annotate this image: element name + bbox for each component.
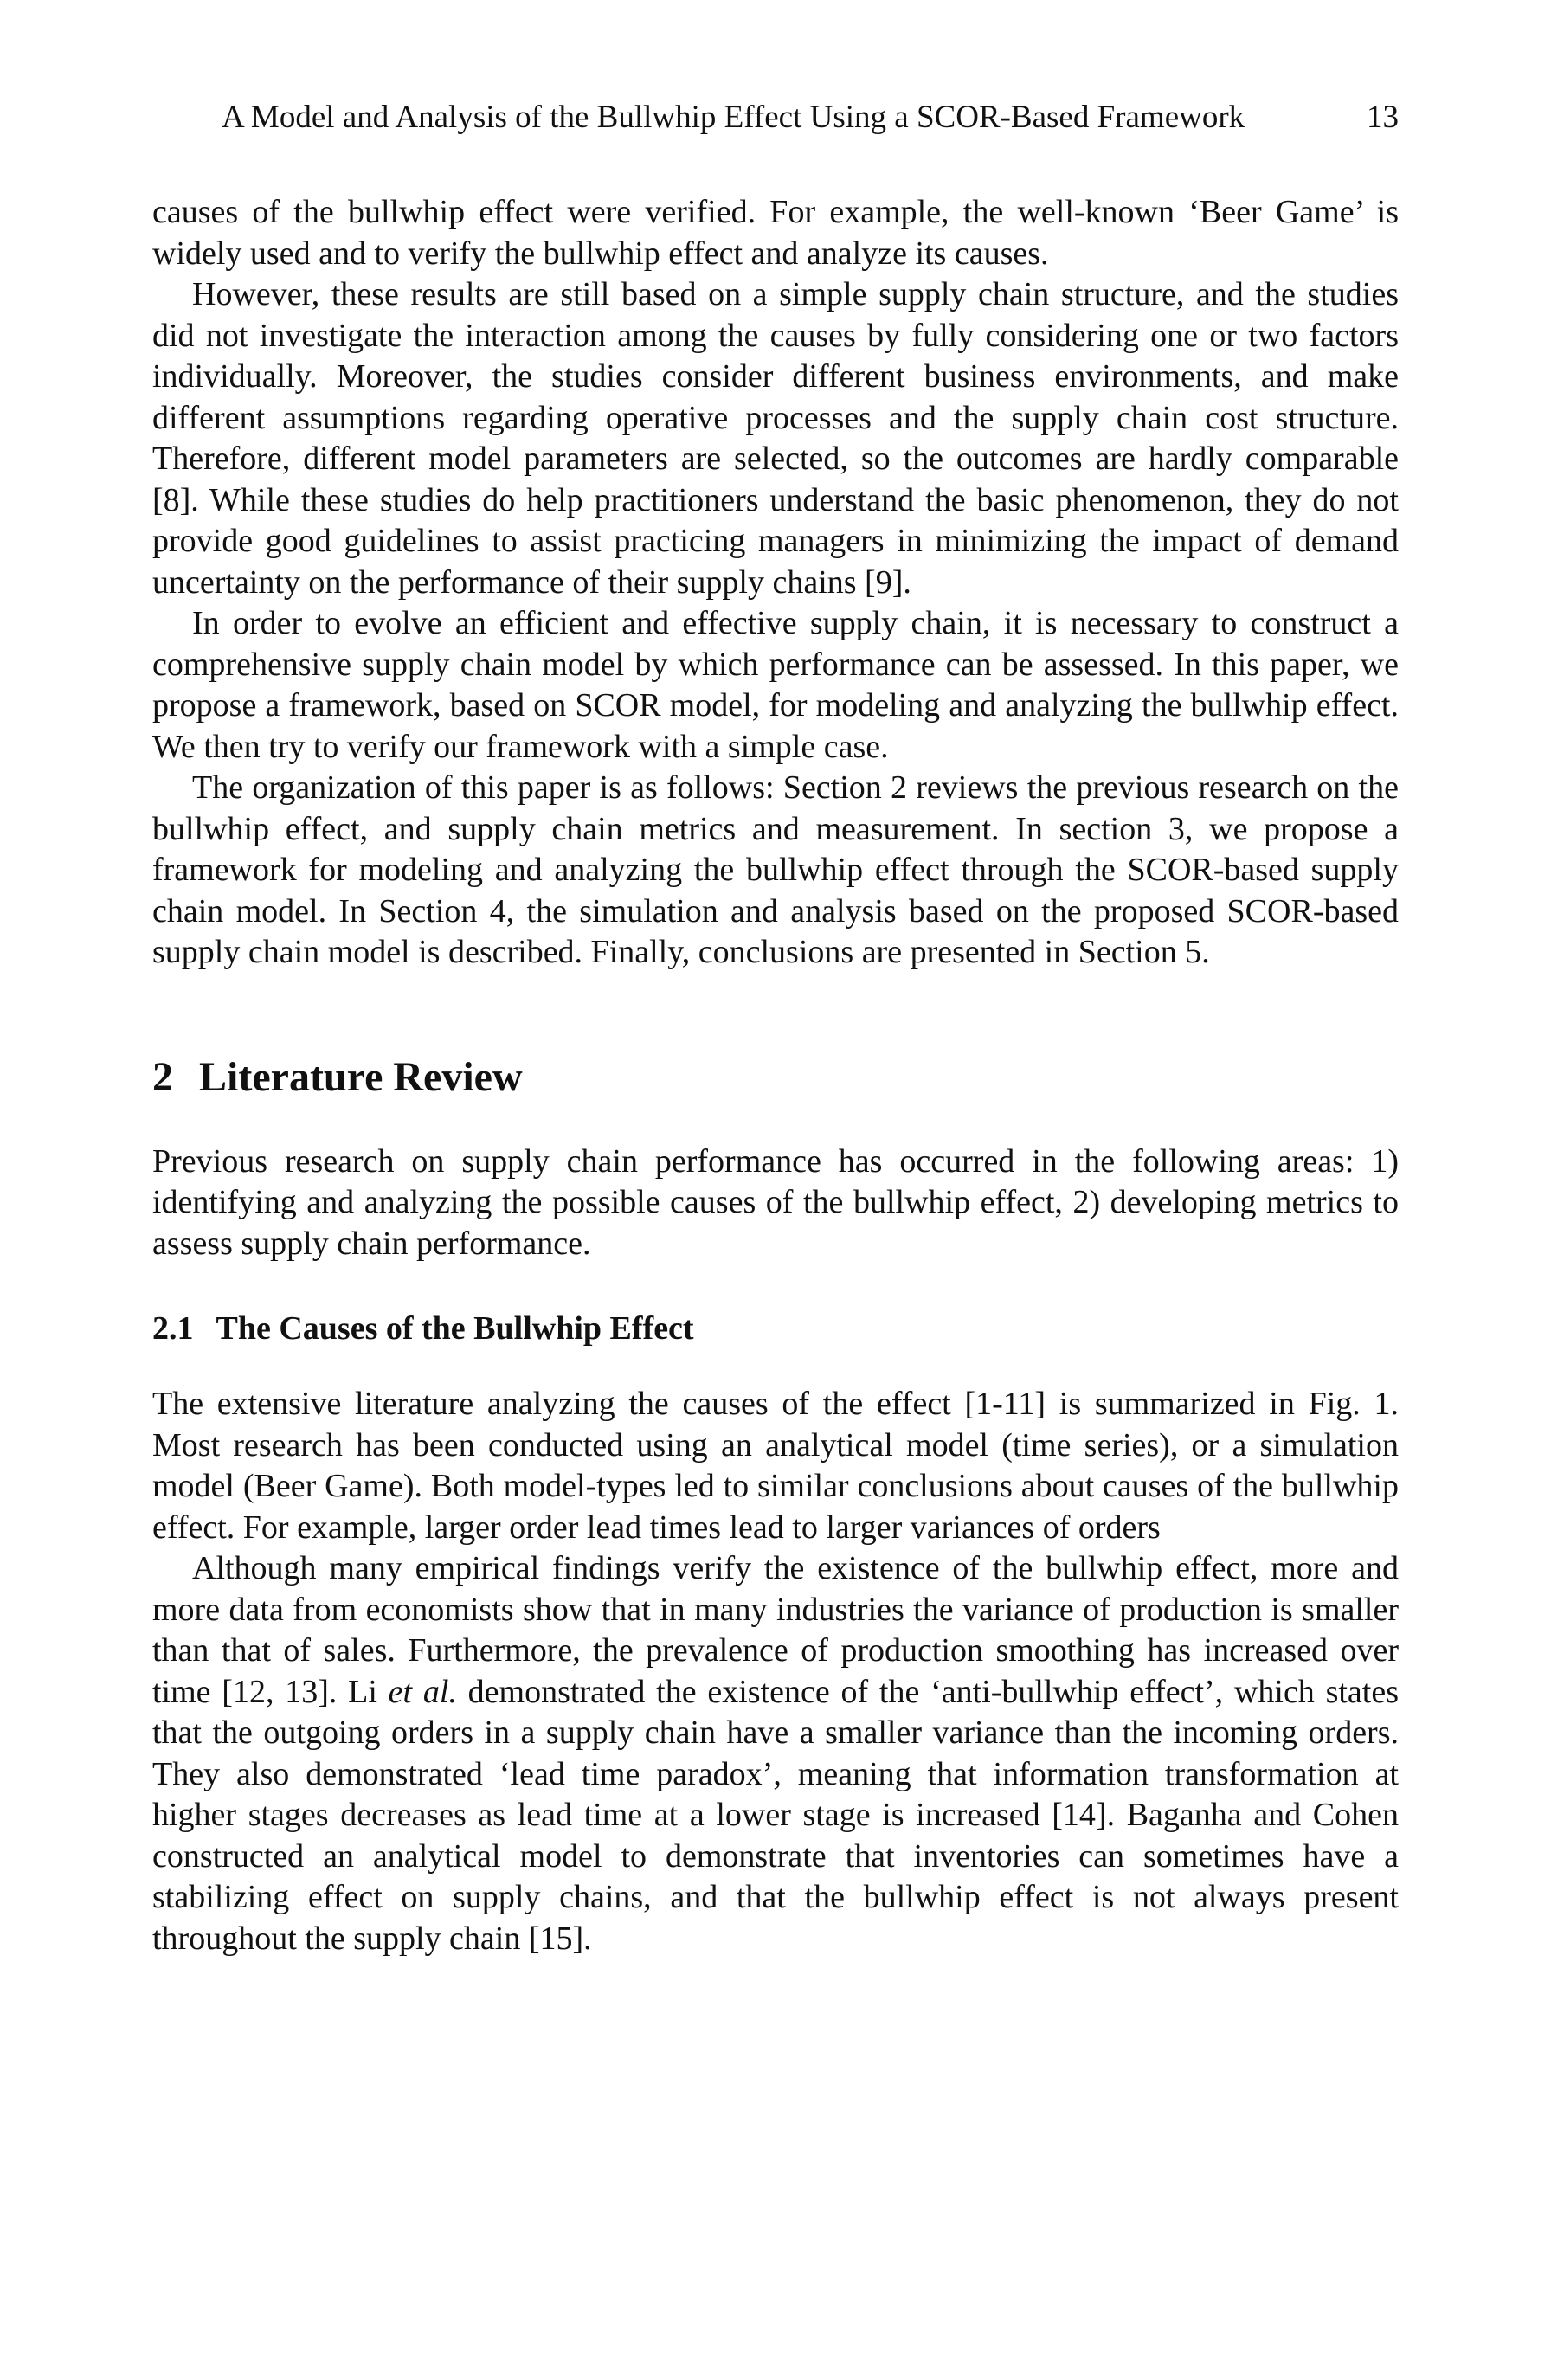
intro-paragraph-2: However, these results are still based on a simple supply chain structure, and the studies did not investigate the interaction among the causes by fully considering one or two factors individually. Moreover, the studies consider different business environments, and make different assumptions regarding operative processes and the supply chain cost structure. Therefore, different model parameters are selected, so the outcomes are hardly comparable [8]. While these studies do help practitioners understand the basic phenomenon, they do not provide good guidelines to assist practicing managers in minimizing the impact of demand uncertainty on the performance of their supply chains [9].	[152, 276, 1399, 601]
subsection-title: The Causes of the Bullwhip Effect	[216, 1310, 694, 1347]
italic-et-al: et al.	[388, 1673, 457, 1710]
body-text	[152, 192, 1399, 1959]
section-title: Literature Review	[199, 1053, 523, 1100]
subsection-paragraph-1: The extensive literature analyzing the causes of the effect [1-11] is summarized in Fig. 1. Most research has been conducted using an analytical model (time series), or a simulation model (Beer Game). Both model-types led to similar conclusions about causes of the bullwhip effect. For example, larger order lead times lead to larger variances of orders	[152, 1386, 1399, 1546]
intro-paragraph-1: causes of the bullwhip effect were verified. For example, the well-known ‘Beer Game’ is widely used and to verify the bullwhip effect and analyze its causes.	[152, 194, 1399, 272]
running-title: A Model and Analysis of the Bullwhip Effect Using a SCOR-Based Framework	[222, 100, 1245, 135]
intro-paragraph-4: The organization of this paper is as follows: Section 2 reviews the previous research on the bullwhip effect, and supply chain metrics and measurement. In section 3, we propose a framework for modeling and analyzing the bullwhip effect through the SCOR-based supply chain model. In Section 4, the simulation and analysis based on the proposed SCOR-based supply chain model is described. Finally, conclusions are presented in Section 5.	[152, 769, 1399, 970]
intro-paragraph-3: In order to evolve an efficient and effective supply chain, it is necessary to construct a comprehensive supply chain model by which performance can be assessed. In this paper, we propose a framework, based on SCOR model, for modeling and analyzing the bullwhip effect. We then try to verify our framework with a simple case.	[152, 605, 1399, 765]
paragraph-text-before-citation: Although many empirical findings verify the existence of the bullwhip effect, more and more data from economists show that in many industries the variance of production is smaller than that of sales. Furthermore, the prevalence of production smoothing has increased over time [12, 13]. Li	[152, 1550, 1399, 1710]
section-heading	[152, 1052, 1399, 1103]
subsection-number: 2.1	[152, 1310, 194, 1347]
section-paragraph: Previous research on supply chain performance has occurred in the following areas: 1) identifying and analyzing the possible causes of the bullwhip effect, 2) developing metrics to assess supply chain performance.	[152, 1142, 1399, 1262]
subsection-paragraph-2	[152, 1548, 1399, 1959]
paragraph-text-after-citation: demonstrated the existence of the ‘anti-bullwhip effect’, which states that the outgoing orders in a supply chain have a smaller variance than the incoming orders. They also demonstrated ‘lead time paradox’, meaning that information transformation at higher stages decreases as lead time at a lower stage is increased [14]. Baganha and Cohen constructed an analytical model to demonstrate that inventories can sometimes have a stabilizing effect on supply chains, and that the bullwhip effect is not always present throughout the supply chain [15].	[152, 1673, 1399, 1957]
page-number: 13	[1367, 100, 1399, 135]
section-number: 2	[152, 1053, 173, 1100]
running-head	[152, 92, 1399, 144]
subsection-heading	[152, 1308, 1399, 1349]
